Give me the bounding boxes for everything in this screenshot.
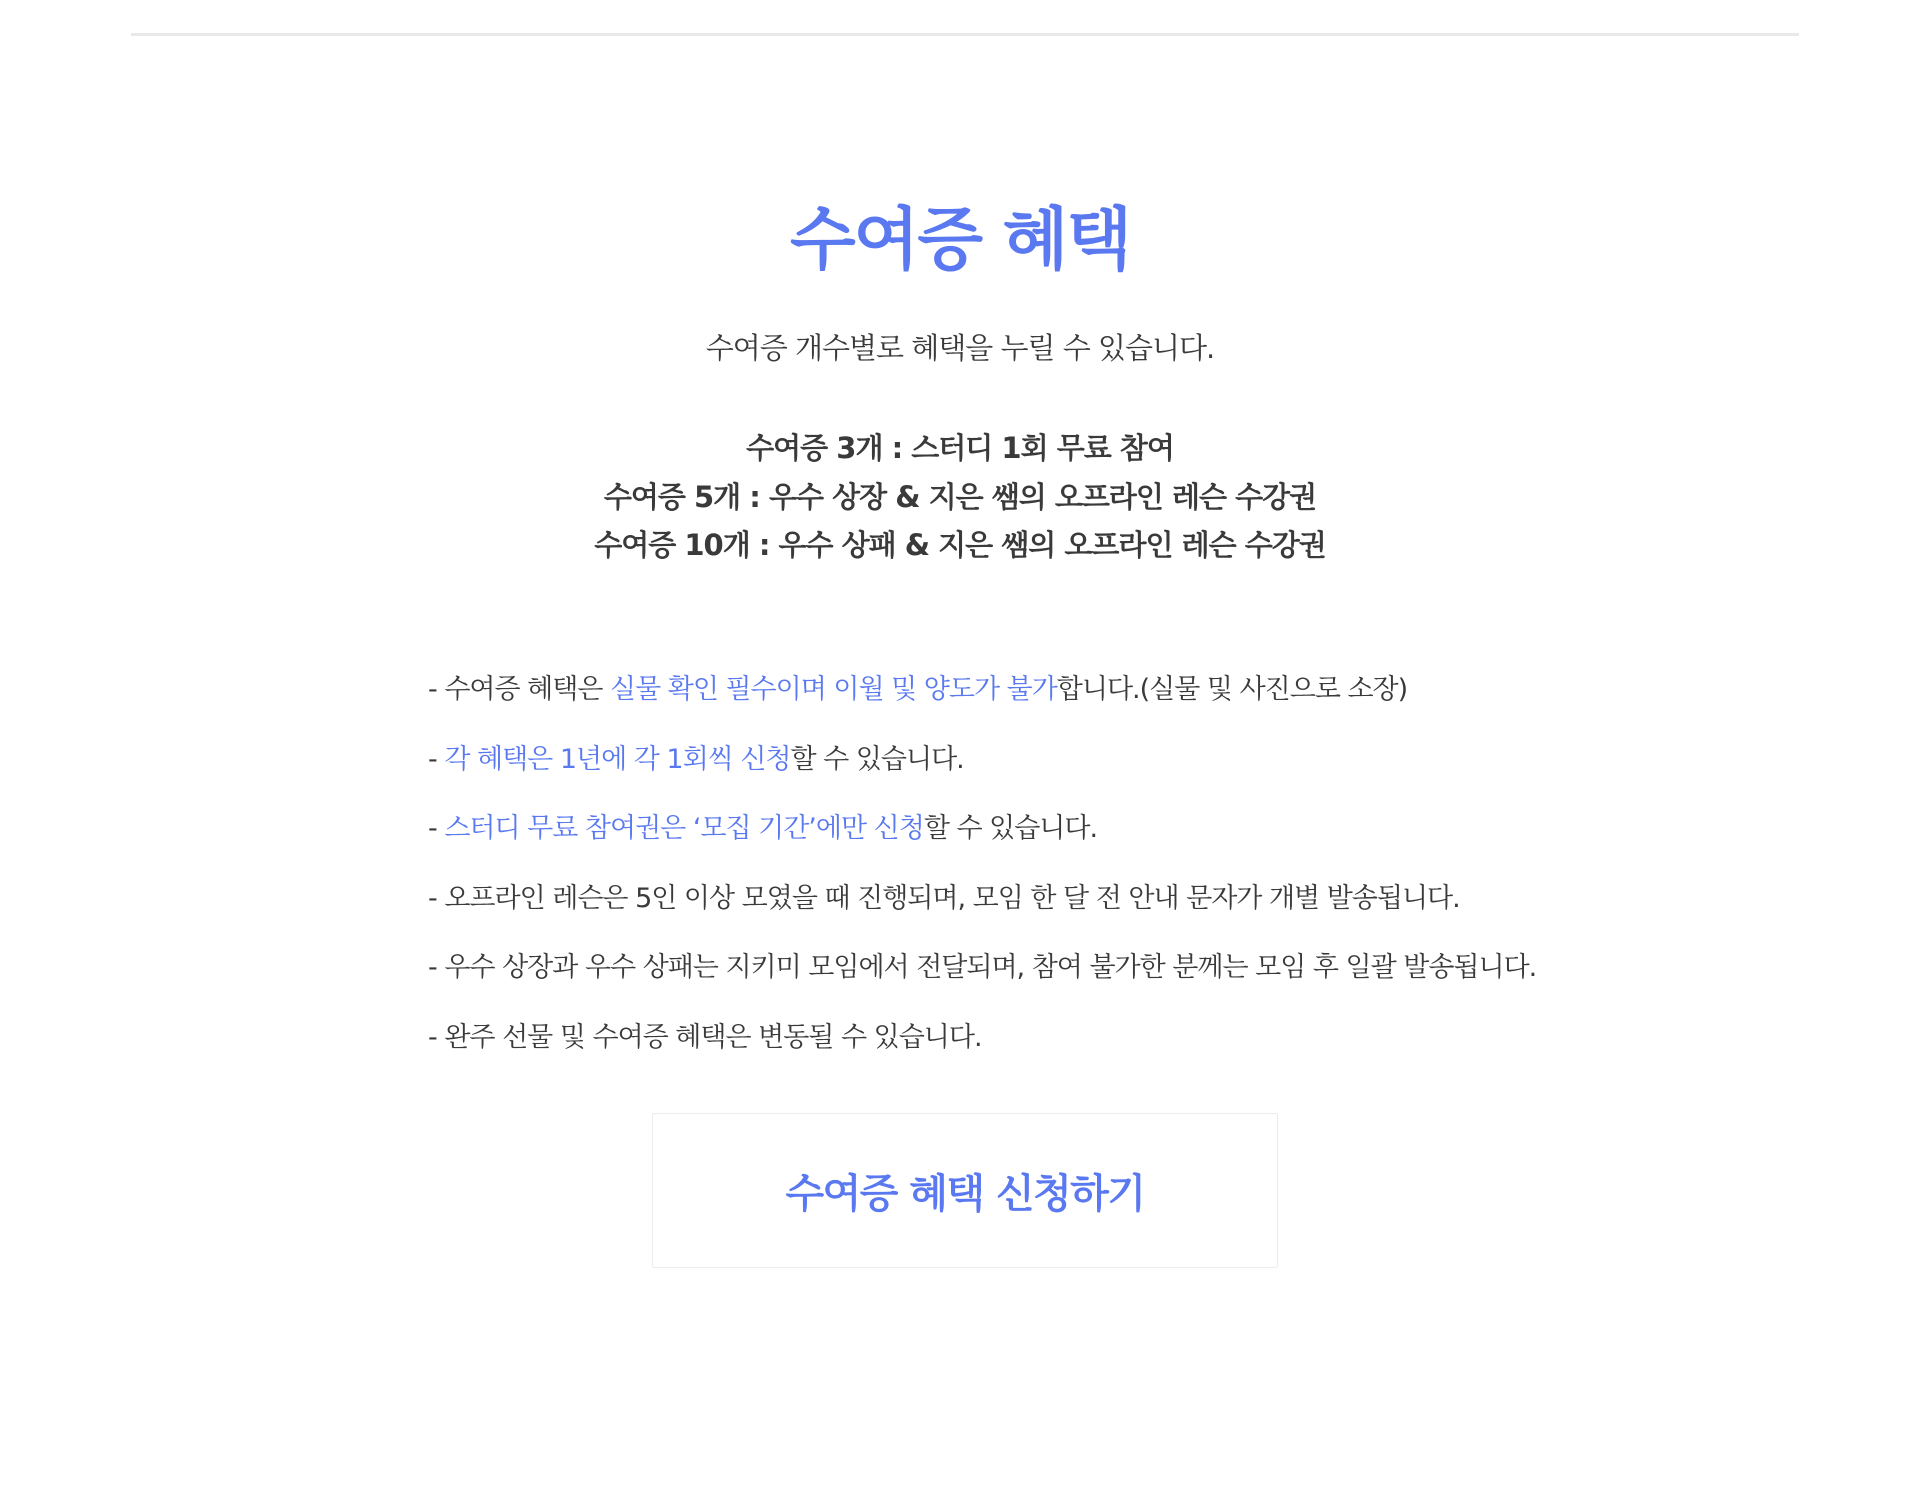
notice-text: - 완주 선물 및 수여증 혜택은 변동될 수 있습니다. <box>428 1021 982 1053</box>
section-title: 수여증 혜택 <box>789 201 1131 280</box>
notice-highlight: 실물 확인 필수이며 이월 및 양도가 불가 <box>609 674 1057 705</box>
benefit-tier-10: 수여증 10개 : 우수 상패 & 지은 쌤의 오프라인 레슨 수강권 <box>594 528 1326 562</box>
notice-item <box>428 740 1628 780</box>
notice-list <box>428 670 1628 1087</box>
notice-highlight: 스터디 무료 참여권은 ‘모집 기간’에만 신청 <box>444 813 924 844</box>
apply-benefit-button-label: 수여증 혜택 신청하기 <box>785 1171 1145 1217</box>
notice-text: - 우수 상장과 우수 상패는 지키미 모임에서 전달되며, 참여 불가한 분께는 모임 후 일괄 발송됩니다. <box>428 952 1537 983</box>
notice-text: - 오프라인 레슨은 5인 이상 모였을 때 진행되며, 모임 한 달 전 안내 문자가 개별 발송됩니다. <box>428 882 1460 914</box>
notice-text: - 수여증 혜택은 <box>428 674 610 705</box>
notice-text: - <box>428 743 445 775</box>
notice-text: 합니다.(실물 및 사진으로 소장) <box>1056 674 1408 705</box>
benefit-tier-3: 수여증 3개 : 스터디 1회 무료 참여 <box>746 431 1174 465</box>
benefit-tier-5: 수여증 5개 : 우수 상장 & 지은 쌤의 오프라인 레슨 수강권 <box>603 479 1317 514</box>
notice-item <box>428 1018 1628 1058</box>
benefit-tier-list <box>0 424 1920 570</box>
notice-item <box>428 809 1628 849</box>
notice-item <box>428 879 1628 919</box>
notice-text: 할 수 있습니다. <box>790 743 964 775</box>
apply-benefit-button[interactable] <box>652 1113 1278 1268</box>
notice-text: 할 수 있습니다. <box>923 813 1098 844</box>
notice-item <box>428 670 1628 710</box>
section-subtitle: 수여증 개수별로 혜택을 누릴 수 있습니다. <box>705 331 1215 365</box>
notice-highlight: 각 혜택은 1년에 각 1회씩 신청 <box>444 743 791 775</box>
notice-text: - <box>428 813 445 844</box>
top-divider <box>131 33 1799 36</box>
notice-item <box>428 948 1628 988</box>
